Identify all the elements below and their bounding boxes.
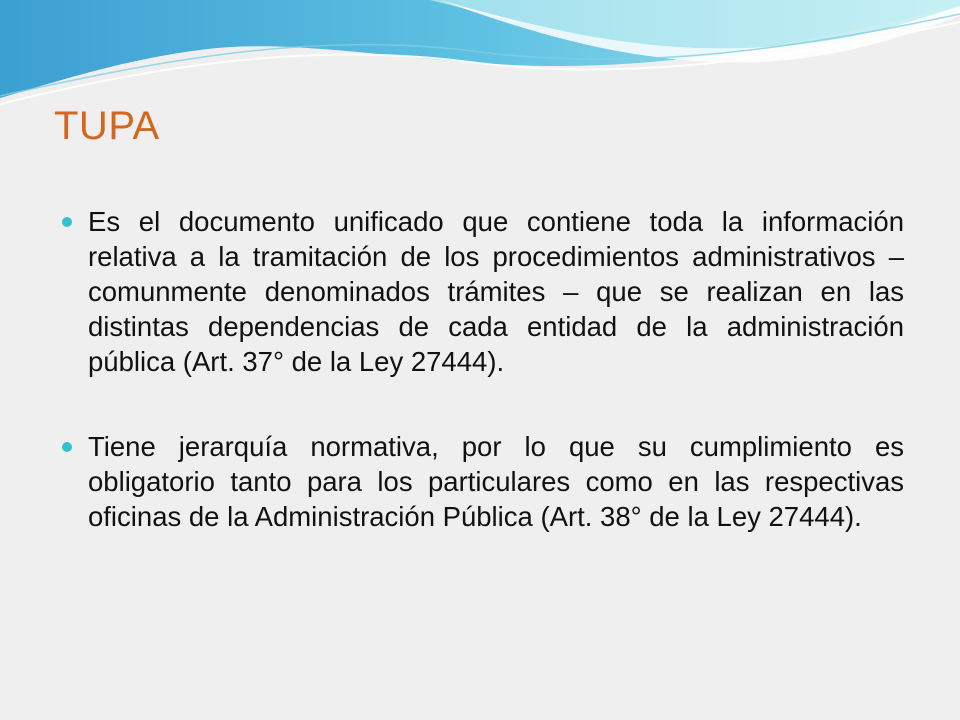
- bullet-item-2: [60, 429, 904, 534]
- bullet-icon: [62, 442, 72, 452]
- bullet-icon: [62, 217, 72, 227]
- slide-title: TUPA: [54, 104, 160, 148]
- decorative-wave-header: [0, 0, 960, 110]
- bullet-list: [60, 204, 904, 584]
- bullet-item-1: [60, 204, 904, 379]
- bullet-text-2: Tiene jerarquía normativa, por lo que su cumplimiento es obligatorio tanto para los particulares como en las respectivas oficinas de la Administración Pública (Art. 38° de la Ley 27444).: [88, 431, 904, 532]
- bullet-text-1: Es el documento unificado que contiene toda la información relativa a la tramitación de los procedimientos administrativos – comunmente denominados trámites – que se realizan en las distintas dependencias de cada entidad de la administración pública (Art. 37° de la Ley 27444).: [88, 206, 904, 377]
